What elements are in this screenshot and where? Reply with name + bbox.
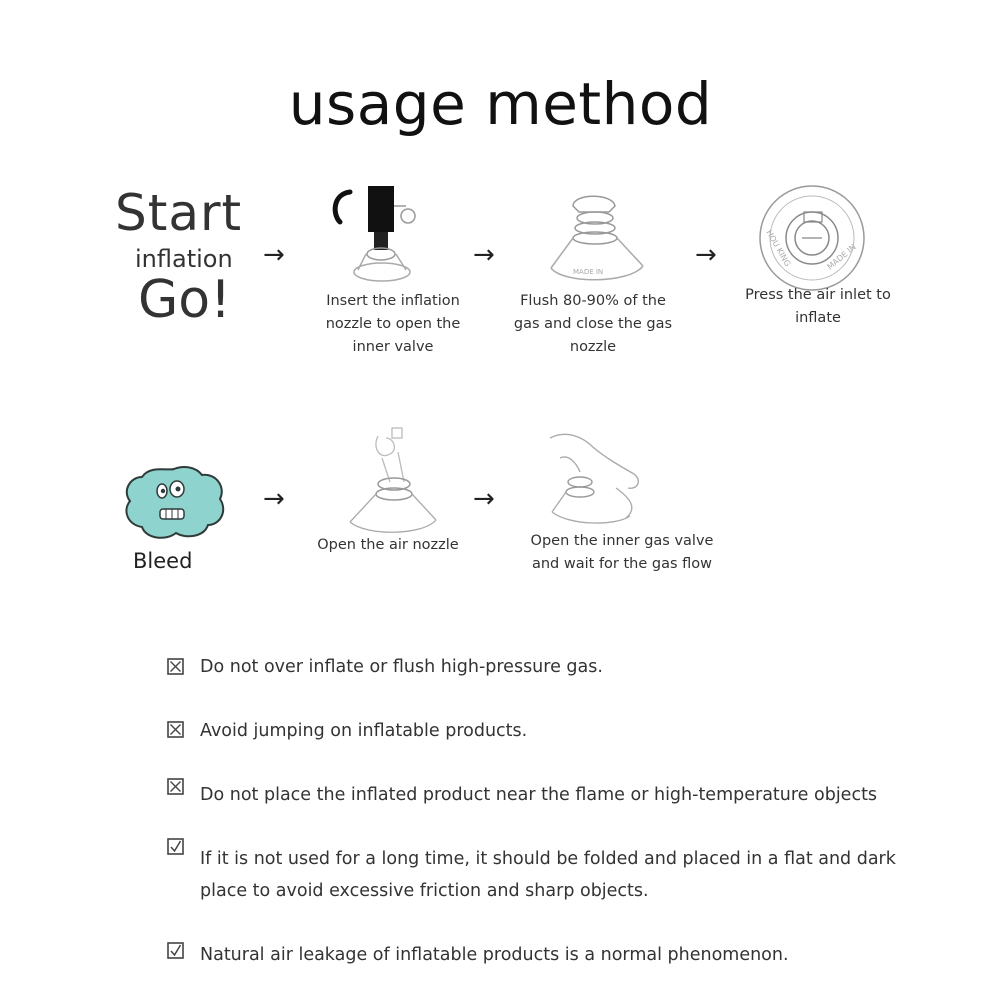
arrow: →: [473, 240, 495, 270]
valve-top-view-illustration: [752, 182, 872, 294]
step-caption: Open the air nozzle: [317, 537, 459, 553]
bleed-label: Bleed: [133, 549, 193, 573]
page-title: usage method: [288, 70, 713, 138]
inflation-label: inflation: [135, 245, 233, 273]
rule-text: Do not over inflate or flush high-pressure gas.: [200, 657, 603, 677]
check-box-icon: [167, 838, 184, 855]
svg-text:MADE IN: MADE IN: [573, 268, 604, 276]
rule-text: Natural air leakage of inflatable products is a normal phenomenon.: [200, 945, 789, 965]
blob-character-icon: [122, 463, 228, 541]
open-nozzle-illustration: [342, 424, 442, 538]
check-box-icon: [167, 942, 184, 959]
arrow: →: [263, 484, 285, 514]
valve-close-illustration: [543, 188, 653, 290]
arrow: →: [473, 484, 495, 514]
step-caption: Insert the inflation nozzle to open the inner valve: [325, 293, 461, 355]
cross-box-icon: [167, 721, 184, 738]
step-caption: Open the inner gas valve and wait for the gas flow: [530, 533, 714, 572]
start-label: Start: [115, 184, 243, 242]
hand-valve-illustration: [546, 428, 666, 528]
rule-text-line1: If it is not used for a long time, it should be folded and placed in a flat and dark: [200, 849, 896, 869]
cross-box-icon: [167, 658, 184, 675]
cross-box-icon: [167, 778, 184, 795]
svg-text:HOU KING: HOU KING: [764, 228, 793, 269]
rule-text: Do not place the inflated product near the flame or high-temperature objects: [200, 785, 878, 805]
step-caption: Flush 80-90% of the gas and close the gas nozzle: [513, 293, 673, 355]
arrow: →: [695, 240, 717, 270]
rule-text-line2: place to avoid excessive friction and sharp objects.: [200, 881, 649, 901]
arrow: →: [263, 240, 285, 270]
svg-text:MADE IN: MADE IN: [825, 242, 858, 272]
rule-text: Avoid jumping on inflatable products.: [200, 721, 528, 741]
go-label: Go!: [138, 270, 231, 330]
nozzle-insert-illustration: [328, 184, 438, 289]
step-caption: Press the air inlet to inflate: [745, 287, 891, 326]
